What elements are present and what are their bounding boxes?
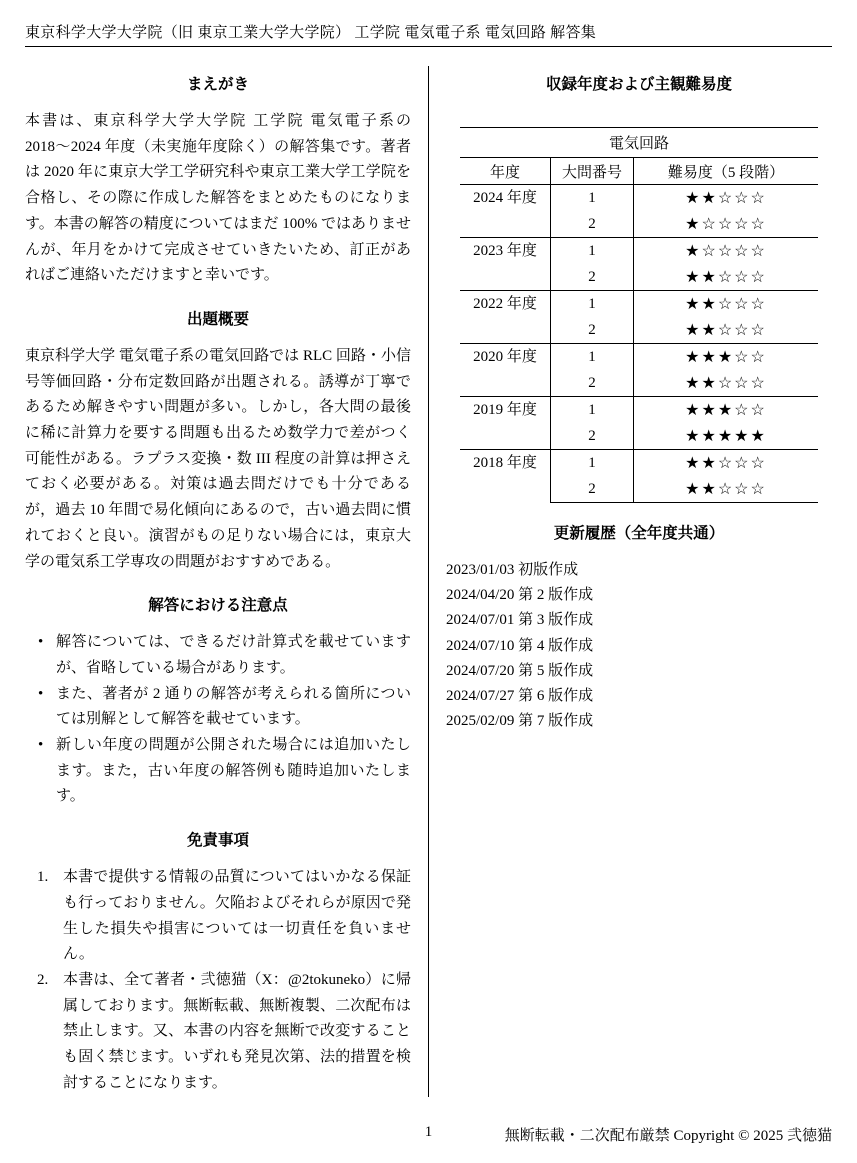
- table-row: [460, 397, 818, 424]
- year-cell: 2018 年度: [460, 450, 551, 503]
- year-cell: 2022 年度: [460, 291, 551, 344]
- numbered-item-text: 本書は、全て著者・弐徳猫（X：@2tokuneko）に帰属しております。無断転載、無断複製、二次配布は禁止します。又、本書の内容を無断で改変することも固く禁じます。いずれも発見次第、法的措置を検討することになります。: [63, 971, 411, 1091]
- year-cell: 2024 年度: [460, 185, 551, 238]
- section-heading-history: 更新履歴（全年度共通）: [553, 525, 725, 542]
- page-footer: [25, 1124, 832, 1146]
- bullet-item: [25, 733, 411, 810]
- problem-number-cell: 1: [551, 238, 634, 265]
- difficulty-cell: [634, 450, 819, 477]
- difficulty-stars: ★★☆☆☆: [685, 296, 767, 313]
- table-title: 電気回路: [460, 128, 818, 158]
- preface-paragraph: 本書は、東京科学大学大学院 工学院 電気電子系の 2018〜2024 年度（未実施年度除く）の解答集です。著者は 2020 年に東京大学工学研究科や東京工業大学工学院を合格し、その際に作成した解答をまとめたものになります。本書の解答の精度についてはまだ 100% ではありませんが、年月をかけて完成させていきたいため、訂正があればご連絡いただけますと幸いです。: [25, 113, 411, 284]
- difficulty-stars: ★☆☆☆☆: [685, 243, 767, 260]
- table-row: [460, 185, 818, 212]
- column-header-problem: 大問番号: [551, 158, 634, 185]
- numbered-item: [25, 865, 411, 968]
- problem-number-cell: 2: [551, 476, 634, 503]
- difficulty-stars: ★★☆☆☆: [685, 322, 767, 339]
- difficulty-cell: [634, 291, 819, 318]
- bullet-item-text: 新しい年度の問題が公開された場合には追加いたします。また，古い年度の解答例も随時追加いたします。: [56, 737, 411, 805]
- problem-number-cell: 1: [551, 450, 634, 477]
- bullet-item-text: 解答については、できるだけ計算式を載せていますが、省略している場合があります。: [56, 634, 411, 676]
- section-heading-difficulty: 収録年度および主観難易度: [545, 76, 732, 93]
- footer-page-number: 1: [424, 1124, 433, 1140]
- column-header-year: 年度: [460, 158, 551, 185]
- difficulty-stars: ★★☆☆☆: [685, 375, 767, 392]
- history-entry: 2025/02/09 第 7 版作成: [446, 713, 594, 730]
- difficulty-cell: [634, 264, 819, 291]
- section-heading-outline: 出題概要: [186, 310, 249, 328]
- section-heading-notes: 解答における注意点: [148, 597, 288, 615]
- history-entry: 2024/04/20 第 2 版作成: [446, 587, 594, 604]
- bullet-item: [25, 630, 411, 681]
- difficulty-cell: [634, 185, 819, 212]
- numbered-item-text: 本書で提供する情報の品質についてはいかなる保証も行っておりません。欠陥およびそれらが原因で発生した損失や損害については一切責任を負いません。: [63, 869, 411, 963]
- header-rule: [25, 46, 832, 47]
- history-entry: 2024/07/27 第 6 版作成: [446, 688, 594, 705]
- difficulty-cell: [634, 476, 819, 503]
- bullet-item-text: また、著者が 2 通りの解答が考えられる箇所については別解として解答を載せています。: [56, 685, 411, 728]
- problem-number-cell: 2: [551, 370, 634, 397]
- bullet-item: [25, 682, 411, 733]
- difficulty-stars: ★★★☆☆: [685, 349, 767, 366]
- problem-number-cell: 2: [551, 317, 634, 344]
- year-cell: 2020 年度: [460, 344, 551, 397]
- difficulty-stars: ★★☆☆☆: [685, 455, 767, 472]
- table-row: [460, 450, 818, 477]
- difficulty-cell: [634, 370, 819, 397]
- outline-paragraph: 東京科学大学 電気電子系の電気回路では RLC 回路・小信号等価回路・分布定数回路が出題される。誘導が丁寧であるため解きやすい問題が多い。しかし，各大問の最後に稀に計算力を要する問題も出るため数学力で差がつく可能性がある。ラプラス変換・数 III 程度の計算は押さえておく必要がある。対策は過去問だけでも十分であるが，過去 10 年間で易化傾向にあるので，古い過去問に慣れておくと良い。演習がもの足りない場合には，東京大学の電気系工学専攻の問題がおすすめである。: [25, 347, 411, 570]
- item-number: 1.: [37, 869, 49, 886]
- difficulty-stars: ★☆☆☆☆: [685, 216, 767, 233]
- problem-number-cell: 1: [551, 291, 634, 318]
- section-heading-disclaimer: 免責事項: [186, 832, 249, 850]
- difficulty-cell: [634, 423, 819, 450]
- table-row: [460, 344, 818, 371]
- problem-number-cell: 1: [551, 185, 634, 212]
- difficulty-stars: ★★☆☆☆: [685, 481, 767, 498]
- problem-number-cell: 2: [551, 423, 634, 450]
- history-entry: 2024/07/20 第 5 版作成: [446, 662, 594, 679]
- bullet-icon: •: [38, 685, 44, 702]
- notes-bullet-list: [25, 630, 411, 810]
- column-divider: [428, 66, 429, 1097]
- difficulty-stars: ★★★★★: [685, 428, 767, 445]
- history-entry: 2023/01/03 初版作成: [446, 562, 579, 578]
- disclaimer-numbered-list: [25, 865, 411, 1096]
- difficulty-stars: ★★☆☆☆: [685, 190, 767, 207]
- difficulty-cell: [634, 211, 819, 238]
- table-title-row: [460, 128, 818, 158]
- table-header-row: [460, 158, 818, 185]
- difficulty-stars: ★★☆☆☆: [685, 269, 767, 286]
- right-column: [446, 60, 832, 734]
- difficulty-cell: [634, 397, 819, 424]
- page-header-title: 東京科学大学大学院（旧 東京工業大学大学院） 工学院 電気電子系 電気回路 解答集: [25, 25, 597, 41]
- footer-copyright: 無断転載・二次配布厳禁 Copyright © 2025 弐徳猫: [504, 1128, 832, 1144]
- section-heading-preface: まえがき: [186, 76, 249, 93]
- year-cell: 2019 年度: [460, 397, 551, 450]
- problem-number-cell: 2: [551, 211, 634, 238]
- item-number: 2.: [37, 971, 49, 988]
- bullet-icon: •: [38, 737, 44, 754]
- year-cell: 2023 年度: [460, 238, 551, 291]
- history-entry: 2024/07/10 第 4 版作成: [446, 637, 594, 654]
- difficulty-stars: ★★★☆☆: [685, 402, 767, 419]
- table-row: [460, 291, 818, 318]
- table-row: [460, 238, 818, 265]
- left-column: [25, 60, 411, 1097]
- bullet-icon: •: [38, 634, 44, 651]
- problem-number-cell: 1: [551, 344, 634, 371]
- problem-number-cell: 2: [551, 264, 634, 291]
- difficulty-cell: [634, 317, 819, 344]
- numbered-item: [25, 968, 411, 1097]
- problem-number-cell: 1: [551, 397, 634, 424]
- update-history-list: [446, 558, 832, 734]
- difficulty-cell: [634, 238, 819, 265]
- difficulty-cell: [634, 344, 819, 371]
- column-header-difficulty: 難易度（5 段階）: [634, 158, 819, 185]
- difficulty-table: [460, 127, 818, 503]
- history-entry: 2024/07/01 第 3 版作成: [446, 612, 594, 629]
